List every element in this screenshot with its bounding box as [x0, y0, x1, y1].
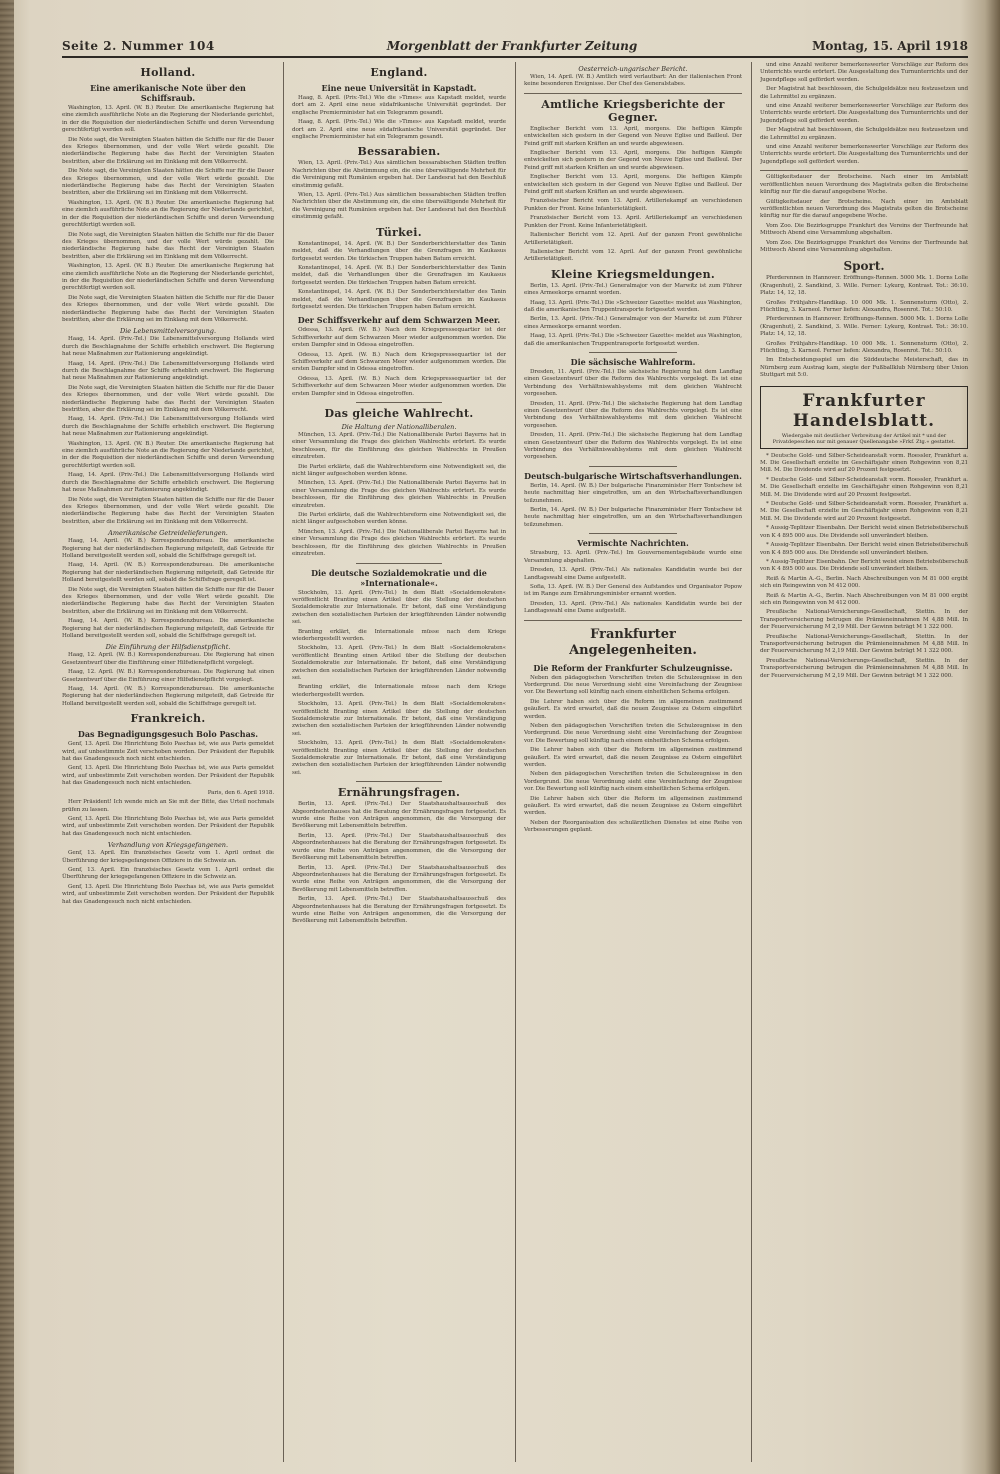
article-paragraph: Branting erklärt, die Internationale müsse nach dem Kriege wiederhergestellt werden.	[292, 628, 506, 642]
separator	[760, 170, 968, 171]
article-paragraph: und eine Anzahl weiterer bemerkenswerter Vorschläge zur Reform des Unterrichts wurde erörtert. Die Ausgestaltung des Turnunterrichts und der Jugendpflege soll gefördert werden.	[760, 103, 968, 124]
article-paragraph: Haag, 8. April. (Priv.-Tel.) Wie die »Times« aus Kapstadt meldet, wurde dort am 2. April eine neue südafrikanische Universität gegründet. Der englische Premierminister hat ein Telegramm gesandt.	[292, 95, 506, 116]
separator	[524, 620, 742, 621]
article-paragraph: Berlin, 13. April. (Priv.-Tel.) Der Staatshaushaltsausschuß des Abgeordnetenhauses hat die Beratung der Ernährungsfragen fortgesetzt. Es wurde eine Reihe von Anträgen angenommen, die die Versorgung der Bevölkerung mit Lebensmitteln betreffen.	[292, 896, 506, 925]
article-paragraph: Italienischer Bericht vom 12. April. Auf der ganzen Front gewöhnliche Artillerietätigkeit.	[524, 232, 742, 246]
section-heading-england: England.	[370, 66, 428, 79]
article-heading: Die sächsische Wahlreform.	[570, 356, 696, 367]
article-paragraph: Die Lehrer haben sich über die Reform im allgemeinen zustimmend geäußert. Es wird erwartet, daß die neuen Zeugnisse zu Ostern eingeführt werden.	[524, 747, 742, 768]
article-paragraph: Neben den pädagogischen Vorschriften treten die Schulzeugnisse in den Vordergrund. Die neue Verordnung sieht eine Vereinfachung der Zeugnisse vor. Die Bewertung soll künftig nach einem einheitlichen Schema erfolgen.	[524, 722, 742, 744]
article-paragraph: Haag, 14. April. (W. B.) Korrespondenzbureau. Die amerikanische Regierung hat der niederländischen Regierung mitgeteilt, daß Getreide für Holland bereitgestellt werden soll, sobald die Schiffsfrage geregelt ist.	[62, 538, 274, 559]
article-paragraph: Die Note sagt, die Vereinigten Staaten hätten die Schiffe nur für die Dauer des Krieges übernommen, und der volle Wert würde gezahlt. Die niederländische Regierung habe das Recht der Vereinigten Staaten bestritten, aber die Erklärung sei im Einklang mit dem Völkerrecht.	[62, 136, 274, 165]
article-paragraph: München, 13. April. (Priv.-Tel.) Die Nationalliberale Partei Bayerns hat in einer Versammlung die Frage des gleichen Wahlrechts erörtert. Es wurde beschlossen, für die Einführung des gleichen Wahlrechts in Preußen einzutreten.	[292, 480, 506, 509]
section-heading-amtliche-kriegsberichte: Amtliche Kriegsberichte der Gegner.	[541, 97, 725, 124]
article-paragraph: Französischer Bericht vom 13. April. Artilleriekampf an verschiedenen Punkten der Front. Keine Infanterietätigkeit.	[524, 198, 742, 212]
article-paragraph: Odessa, 13. April. (W. B.) Nach dem Kriegspressequartier ist der Schiffsverkehr auf dem Schwarzen Meer wieder aufgenommen worden. Die ersten Dampfer sind in Odessa eingetroffen.	[292, 375, 506, 397]
book-binding-edge	[0, 0, 14, 1474]
article-paragraph: * Deutsche Gold- und Silber-Scheideanstalt vorm. Roessler, Frankfurt a. M. Die Gesellschaft erzielte im Geschäftsjahr einen Rohgewinn von 8,21 Mill. M. Die Dividende wird auf 20 Prozent festgesetzt.	[760, 501, 968, 522]
article-paragraph: Die Note sagt, die Vereinigten Staaten hätten die Schiffe nur für die Dauer des Krieges übernommen, und der volle Wert würde gezahlt. Die niederländische Regierung habe das Recht der Vereinigten Staaten bestritten, aber die Erklärung sei im Einklang mit dem Völkerrecht.	[62, 384, 274, 414]
article-heading: Vermischte Nachrichten.	[577, 538, 689, 549]
article-paragraph: * Aussig-Teplitzer Eisenbahn. Der Bericht weist einen Betriebsüberschuß von K 4 895 000 aus. Die Dividende soll unverändert bleiben.	[760, 558, 968, 573]
article-paragraph: Genf, 13. April. Die Hinrichtung Bolo Paschas ist, wie aus Paris gemeldet wird, auf unbestimmte Zeit verschoben worden. Der Präsident der Republik hat das Gnadengesuch noch nicht entschieden.	[62, 815, 274, 837]
article-paragraph: Im Entscheidungsspiel um die Süddeutsche Meisterschaft, das in Nürnberg zum Austrag kam, siegte der Fußballklub Nürnberg über Union Stuttgart mit 5:0.	[760, 357, 968, 379]
article-paragraph: Die Lehrer haben sich über die Reform im allgemeinen zustimmend geäußert. Es wird erwartet, daß die neuen Zeugnisse zu Ostern eingeführt werden.	[524, 698, 742, 720]
page-number: Seite 2. Nummer 104	[62, 39, 215, 53]
separator	[356, 781, 442, 782]
article-paragraph: Stockholm, 13. April. (Priv.-Tel.) In dem Blatt »Socialdemokraten« veröffentlicht Branting einen Artikel über die Stellung der deutschen Sozialdemokratie zur Internationale. Er betont, daß eine Verständigung zwischen den sozialistischen Parteien der kriegführenden Länder notwendig sei.	[292, 645, 506, 681]
column-rule	[751, 62, 752, 1462]
article-paragraph: und eine Anzahl weiterer bemerkenswerter Vorschläge zur Reform des Unterrichts wurde erörtert. Die Ausgestaltung des Turnunterrichts und der Jugendpflege soll gefördert werden.	[760, 62, 968, 83]
article-paragraph: Preußische National-Versicherungs-Gesellschaft, Stettin. In der Transportversicherung betrugen die Prämieneinnahmen M 4,88 Mill. In der Feuerversicherung M 2,19 Mill. Der Gewinn beträgt M 1 322 000.	[760, 657, 968, 679]
article-paragraph: Haag, 14. April. (W. B.) Korrespondenzbureau. Die amerikanische Regierung hat der niederländischen Regierung mitgeteilt, daß Getreide für Holland bereitgestellt werden soll, sobald die Schiffsfrage geregelt ist.	[62, 618, 274, 639]
article-paragraph: Strasburg, 13. April. (Priv.-Tel.) Im Gouvernementsgebäude wurde eine Versammlung abgehalten.	[524, 550, 742, 564]
article-paragraph: Englischer Bericht vom 13. April, morgens. Die heftigen Kämpfe entwickelten sich gestern in der Gegend von Neuve Eglise und Bailleul. Der Feind griff mit starken Kräften an und wurde abgewiesen.	[524, 150, 742, 171]
article-paragraph: Französischer Bericht vom 13. April. Artilleriekampf an verschiedenen Punkten der Front. Keine Infanterietätigkeit.	[524, 215, 742, 229]
article-heading: Die Reform der Frankfurter Schulzeugnisse.	[533, 662, 733, 673]
article-paragraph: Neben den pädagogischen Vorschriften treten die Schulzeugnisse in den Vordergrund. Die neue Verordnung sieht eine Vereinfachung der Zeugnisse vor. Die Bewertung soll künftig nach einem einheitlichen Schema erfolgen.	[524, 674, 742, 696]
article-paragraph: Großes Frühjahrs-Handikap. 10 000 Mk. 1. Sonnensturm (Otto), 2. Flüchtling, 3. Karneol. Ferner liefen: Alexandra, Rosenrot. Tot.: 50:10.	[760, 299, 968, 313]
article-paragraph: Dresden, 11. April. (Priv.-Tel.) Die sächsische Regierung hat dem Landtag einen Gesetzentwurf über die Reform des Wahlrechts vorgelegt. Es ist eine Verbindung des Verhältniswahlsystems mit dem gleichen Wahlrecht vorgesehen.	[524, 368, 742, 398]
article-paragraph: Herr Präsident! Ich wende mich an Sie mit der Bitte, das Urteil nochmals prüfen zu lassen.	[62, 799, 274, 813]
section-heading-ernaehrung: Ernährungsfragen.	[337, 786, 461, 800]
article-paragraph: Die Note sagt, die Vereinigten Staaten hätten die Schiffe nur für die Dauer des Krieges übernommen, und der volle Wert würde gezahlt. Die niederländische Regierung habe das Recht der Vereinigten Staaten bestritten, aber die Erklärung sei im Einklang mit dem Völkerrecht.	[62, 586, 274, 615]
article-dateline: Paris, den 6. April 1918.	[207, 789, 274, 796]
article-paragraph: Genf, 13. April. Die Hinrichtung Bolo Paschas ist, wie aus Paris gemeldet wird, auf unbestimmte Zeit verschoben worden. Der Präsident der Republik hat das Gnadengesuch noch nicht entschieden.	[62, 883, 274, 905]
section-heading-holland: Holland.	[140, 66, 196, 79]
article-paragraph: Dresden, 13. April. (Priv.-Tel.) Als nationales Kandidatin wurde bei der Landtagswahl eine Dame aufgestellt.	[524, 600, 742, 615]
article-paragraph: Gültigkeitsdauer der Brotscheine. Nach einer im Amtsblatt veröffentlichten neuen Verordnung des Magistrats gelten die Brotscheine künftig nur für die darauf angegebene Woche.	[760, 174, 968, 196]
column-1	[62, 62, 274, 1462]
article-paragraph: Odessa, 13. April. (W. B.) Nach dem Kriegspressequartier ist der Schiffsverkehr auf dem Schwarzen Meer wieder aufgenommen worden. Die ersten Dampfer sind in Odessa eingetroffen.	[292, 327, 506, 349]
section-heading-sport: Sport.	[843, 259, 885, 274]
article-paragraph: Washington, 13. April. (W. B.) Reuter. Die amerikanische Regierung hat eine ziemlich ausführliche Note an die Regierung der Niederlande gerichtet, in der die Requisition der niederländischen Schiffe und deren Verwendung gerechtfertigt werden soll.	[62, 440, 274, 469]
article-paragraph: * Aussig-Teplitzer Eisenbahn. Der Bericht weist einen Betriebsüberschuß von K 4 895 000 aus. Die Dividende soll unverändert bleiben.	[760, 525, 968, 539]
article-paragraph: Die Note sagt, die Vereinigten Staaten hätten die Schiffe nur für die Dauer des Krieges übernommen, und der volle Wert würde gezahlt. Die niederländische Regierung habe das Recht der Vereinigten Staaten bestritten, aber die Erklärung sei im Einklang mit dem Völkerrecht.	[62, 231, 274, 260]
article-paragraph: München, 13. April. (Priv.-Tel.) Die Nationalliberale Partei Bayerns hat in einer Versammlung die Frage des gleichen Wahlrechts erörtert. Es wurde beschlossen, für die Einführung des gleichen Wahlrechts in Preußen einzutreten.	[292, 432, 506, 461]
article-paragraph: Sofia, 13. April. (W. B.) Der General des Aufstandes und Organisator Popow ist im Range zum Ernährungsminister ernannt worden.	[524, 583, 742, 598]
handelsblatt-title: Frankfurter Handelsblatt.	[792, 390, 936, 431]
article-heading: Deutsch-bulgarische Wirtschaftsverhandlungen.	[524, 470, 742, 481]
subheading: Verhandlung von Kriegsgefangenen.	[107, 841, 229, 850]
article-paragraph: Haag, 13. April. (Priv.-Tel.) Die »Schweizer Gazette« meldet aus Washington, daß die amerikanischen Truppentransporte fortgesetzt werden.	[524, 333, 742, 347]
article-paragraph: Branting erklärt, die Internationale müsse nach dem Kriege wiederhergestellt werden.	[292, 684, 506, 698]
article-paragraph: Englischer Bericht vom 13. April, morgens. Die heftigen Kämpfe entwickelten sich gestern in der Gegend von Neuve Eglise und Bailleul. Der Feind griff mit starken Kräften an und wurde abgewiesen.	[524, 174, 742, 196]
section-heading-bessarabien: Bessarabien.	[357, 145, 441, 159]
separator	[589, 352, 676, 353]
article-paragraph: Berlin, 14. April. (W. B.) Der bulgarische Finanzminister Herr Tontschew ist heute nachmittag hier eingetroffen, um an den Wirtschaftsverhandlungen teilzunehmen.	[524, 482, 742, 504]
article-paragraph: Stockholm, 13. April. (Priv.-Tel.) In dem Blatt »Socialdemokraten« veröffentlicht Branting einen Artikel über die Stellung der deutschen Sozialdemokratie zur Internationale. Er betont, daß eine Verständigung zwischen den sozialistischen Parteien der kriegführenden Länder notwendig sei.	[292, 589, 506, 626]
article-paragraph: Pferderennen in Hannover. Eröffnungs-Rennen. 5000 Mk. 1. Dorns Lolle (Kragenhut), 2. Sandkind, 3. Wille. Ferner: Lykurg, Kontrast. Tot.: 36:10. Platz: 14, 12, 18.	[760, 316, 968, 338]
subheading: Die Haltung der Nationalliberalen.	[341, 423, 457, 431]
article-paragraph: Berlin, 13. April. (Priv.-Tel.) Der Staatshaushaltsausschuß des Abgeordnetenhauses hat die Beratung der Ernährungsfragen fortgesetzt. Es wurde eine Reihe von Anträgen angenommen, die die Versorgung der Bevölkerung mit Lebensmitteln betreffen.	[292, 864, 506, 893]
subheading: Die Lebensmittelversorgung.	[119, 327, 217, 336]
article-paragraph: Reiß & Martin A.-G., Berlin. Nach Abschreibungen von M 81 000 ergibt sich ein Reingewinn von M 412 000.	[760, 575, 968, 590]
section-heading-kleine-kriegsmeldungen: Kleine Kriegsmeldungen.	[550, 267, 716, 281]
handelsblatt-subtitle: Wiedergabe mit deutlicher Verbreitung der Artikel mit * und der Privatdepeschen nur mit genauer Quellenangabe »Frkf. Ztg.« gestattet.	[772, 432, 956, 446]
article-paragraph: Die Lehrer haben sich über die Reform im allgemeinen zustimmend geäußert. Es wird erwartet, daß die neuen Zeugnisse zu Ostern eingeführt werden.	[524, 795, 742, 817]
article-paragraph: Haag, 14. April. (W. B.) Korrespondenzbureau. Die amerikanische Regierung hat der niederländischen Regierung mitgeteilt, daß Getreide für Holland bereitgestellt werden soll, sobald die Schiffsfrage geregelt ist.	[62, 562, 274, 584]
article-paragraph: Konstantinopel, 14. April. (W. B.) Der Sonderberichterstatter des Tanin meldet, daß die Verhandlungen über die Grenzfragen im Kaukasus fortgesetzt werden. Die türkischen Truppen haben Batum erreicht.	[292, 264, 506, 286]
article-paragraph: Dresden, 11. April. (Priv.-Tel.) Die sächsische Regierung hat dem Landtag einen Gesetzentwurf über die Reform des Wahlrechts vorgelegt. Es ist eine Verbindung des Verhältniswahlsystems mit dem gleichen Wahlrecht vorgesehen.	[524, 432, 742, 461]
article-heading: Das Begnadigungsgesuch Bolo Paschas.	[77, 729, 259, 740]
article-paragraph: Berlin, 14. April. (W. B.) Der bulgarische Finanzminister Herr Tontschew ist heute nachmittag hier eingetroffen, um an den Wirtschaftsverhandlungen teilzunehmen.	[524, 507, 742, 528]
article-paragraph: Haag, 13. April. (Priv.-Tel.) Die »Schweizer Gazette« meldet aus Washington, daß die amerikanischen Truppentransporte fortgesetzt werden.	[524, 299, 742, 313]
article-paragraph: Die Partei erklärte, daß die Wahlrechtsreform eine Notwendigkeit sei, die nicht länger aufgeschoben werden könne.	[292, 512, 506, 526]
article-paragraph: Haag, 14. April. (W. B.) Korrespondenzbureau. Die amerikanische Regierung hat der niederländischen Regierung mitgeteilt, daß Getreide für Holland bereitgestellt werden soll, sobald die Schiffsfrage geregelt ist.	[62, 686, 274, 707]
section-heading-frankfurter-angelegenheiten: Frankfurter Angelegenheiten.	[569, 626, 697, 658]
column-rule	[515, 62, 516, 1462]
article-paragraph: Berlin, 13. April. (Priv.-Tel.) Generalmajor von der Marwitz ist zum Führer eines Armeekorps ernannt worden.	[524, 282, 742, 297]
article-paragraph: Die Note sagt, die Vereinigten Staaten hätten die Schiffe nur für die Dauer des Krieges übernommen, und der volle Wert würde gezahlt. Die niederländische Regierung habe das Recht der Vereinigten Staaten bestritten, aber die Erklärung sei im Einklang mit dem Völkerrecht.	[62, 496, 274, 525]
article-paragraph: Wien, 13. April. (Priv.-Tel.) Aus sämtlichen bessarabischen Städten treffen Nachrichten über die Abstimmung ein, die eine überwältigende Mehrheit für die Vereinigung mit Rumänien ergeben hat. Der Landesrat hat den Beschluß einstimmig gefaßt.	[292, 192, 506, 221]
article-paragraph: Großes Frühjahrs-Handikap. 10 000 Mk. 1. Sonnensturm (Otto), 2. Flüchtling, 3. Karneol. Ferner liefen: Alexandra, Rosenrot. Tot.: 50:10.	[760, 340, 968, 354]
article-paragraph: Gültigkeitsdauer der Brotscheine. Nach einer im Amtsblatt veröffentlichten neuen Verordnung des Magistrats gelten die Brotscheine künftig nur für die darauf angegebene Woche.	[760, 198, 968, 220]
article-paragraph: Berlin, 13. April. (Priv.-Tel.) Generalmajor von der Marwitz ist zum Führer eines Armeekorps ernannt worden.	[524, 316, 742, 330]
separator	[356, 563, 442, 564]
article-paragraph: Der Magistrat hat beschlossen, die Schulgeldsätze neu festzusetzen und die Lehrmittel zu ergänzen.	[760, 86, 968, 100]
article-paragraph: Wien, 13. April. (Priv.-Tel.) Aus sämtlichen bessarabischen Städten treffen Nachrichten über die Abstimmung ein, die eine überwältigende Mehrheit für die Vereinigung mit Rumänien ergeben hat. Der Landesrat hat den Beschluß einstimmig gefaßt.	[292, 160, 506, 189]
article-heading: Eine amerikanische Note über den Schiffsraub.	[90, 83, 246, 103]
column-2	[292, 62, 506, 1462]
section-heading-tuerkei: Türkei.	[376, 225, 422, 239]
article-paragraph: Die Note sagt, die Vereinigten Staaten hätten die Schiffe nur für die Dauer des Krieges übernommen, und der volle Wert würde gezahlt. Die niederländische Regierung habe das Recht der Vereinigten Staaten bestritten, aber die Erklärung sei im Einklang mit dem Völkerrecht.	[62, 168, 274, 197]
column-4	[760, 62, 968, 1462]
separator	[589, 466, 676, 467]
article-paragraph: Der Magistrat hat beschlossen, die Schulgeldsätze neu festzusetzen und die Lehrmittel zu ergänzen.	[760, 127, 968, 141]
article-paragraph: Haag, 14. April. (Priv.-Tel.) Die Lebensmittelversorgung Hollands wird durch die Beschlagnahme der Schiffe erheblich erschwert. Die Regierung hat neue Maßnahmen zur Rationierung angekündigt.	[62, 416, 274, 438]
article-paragraph: Preußische National-Versicherungs-Gesellschaft, Stettin. In der Transportversicherung betrugen die Prämieneinnahmen M 4,88 Mill. In der Feuerversicherung M 2,19 Mill. Der Gewinn beträgt M 1 322 000.	[760, 609, 968, 631]
article-paragraph: Washington, 13. April. (W. B.) Reuter. Die amerikanische Regierung hat eine ziemlich ausführliche Note an die Regierung der Niederlande gerichtet, in der die Requisition der niederländischen Schiffe und deren Verwendung gerechtfertigt werden soll.	[62, 199, 274, 229]
article-paragraph: Haag, 12. April. (W. B.) Korrespondenzbureau. Die Regierung hat einen Gesetzentwurf über die Einführung einer Hilfsdienstpflicht vorgelegt.	[62, 652, 274, 666]
article-paragraph: Genf, 13. April. Die Hinrichtung Bolo Paschas ist, wie aus Paris gemeldet wird, auf unbestimmte Zeit verschoben worden. Der Präsident der Republik hat das Gnadengesuch noch nicht entschieden.	[62, 741, 274, 763]
article-paragraph: Dresden, 11. April. (Priv.-Tel.) Die sächsische Regierung hat dem Landtag einen Gesetzentwurf über die Reform des Wahlrechts vorgelegt. Es ist eine Verbindung des Verhältniswahlsystems mit dem gleichen Wahlrecht vorgesehen.	[524, 400, 742, 429]
handelsblatt-header	[760, 386, 968, 449]
article-paragraph: Die Partei erklärte, daß die Wahlrechtsreform eine Notwendigkeit sei, die nicht länger aufgeschoben werden könne.	[292, 463, 506, 478]
article-paragraph: Die Note sagt, die Vereinigten Staaten hätten die Schiffe nur für die Dauer des Krieges übernommen, und der volle Wert würde gezahlt. Die niederländische Regierung habe das Recht der Vereinigten Staaten bestritten, aber die Erklärung sei im Einklang mit dem Völkerrecht.	[62, 294, 274, 323]
separator	[589, 533, 676, 534]
article-paragraph: Haag, 8. April. (Priv.-Tel.) Wie die »Times« aus Kapstadt meldet, wurde dort am 2. April eine neue südafrikanische Universität gegründet. Der englische Premierminister hat ein Telegramm gesandt.	[292, 119, 506, 141]
article-paragraph: Neben den pädagogischen Vorschriften treten die Schulzeugnisse in den Vordergrund. Die neue Verordnung sieht eine Vereinfachung der Zeugnisse vor. Die Bewertung soll künftig nach einem einheitlichen Schema erfolgen.	[524, 771, 742, 793]
article-paragraph: Dresden, 13. April. (Priv.-Tel.) Als nationales Kandidatin wurde bei der Landtagswahl eine Dame aufgestellt.	[524, 567, 742, 581]
article-paragraph: Haag, 14. April. (Priv.-Tel.) Die Lebensmittelversorgung Hollands wird durch die Beschlagnahme der Schiffe erheblich erschwert. Die Regierung hat neue Maßnahmen zur Rationierung angekündigt.	[62, 472, 274, 494]
article-paragraph: Stockholm, 13. April. (Priv.-Tel.) In dem Blatt »Socialdemokraten« veröffentlicht Branting einen Artikel über die Stellung der deutschen Sozialdemokratie zur Internationale. Er betont, daß eine Verständigung zwischen den sozialistischen Parteien der kriegführenden Länder notwendig sei.	[292, 740, 506, 776]
article-paragraph: Berlin, 13. April. (Priv.-Tel.) Der Staatshaushaltsausschuß des Abgeordnetenhauses hat die Beratung der Ernährungsfragen fortgesetzt. Es wurde eine Reihe von Anträgen angenommen, die die Versorgung der Bevölkerung mit Lebensmitteln betreffen.	[292, 801, 506, 830]
article-paragraph: Haag, 14. April. (Priv.-Tel.) Die Lebensmittelversorgung Hollands wird durch die Beschlagnahme der Schiffe erheblich erschwert. Die Regierung hat neue Maßnahmen zur Rationierung angekündigt.	[62, 336, 274, 358]
article-paragraph: Konstantinopel, 14. April. (W. B.) Der Sonderberichterstatter des Tanin meldet, daß die Verhandlungen über die Grenzfragen im Kaukasus fortgesetzt werden. Die türkischen Truppen haben Batum erreicht.	[292, 240, 506, 262]
article-paragraph: Wien, 14. April. (W. B.) Amtlich wird verlautbart: An der italienischen Front keine besonderen Ereignisse. Der Chef des Generalstabes.	[524, 74, 742, 88]
separator	[524, 93, 742, 94]
article-paragraph: Italienischer Bericht vom 12. April. Auf der ganzen Front gewöhnliche Artillerietätigkeit.	[524, 248, 742, 263]
article-paragraph: Reiß & Martin A.-G., Berlin. Nach Abschreibungen von M 81 000 ergibt sich ein Reingewinn von M 412 000.	[760, 592, 968, 606]
section-heading-wahlrecht: Das gleiche Wahlrecht.	[324, 407, 474, 420]
subheading: Amerikanische Getreidelieferungen.	[108, 529, 228, 538]
article-paragraph: Stockholm, 13. April. (Priv.-Tel.) In dem Blatt »Socialdemokraten« veröffentlicht Branting einen Artikel über die Stellung der deutschen Sozialdemokratie zur Internationale. Er betont, daß eine Verständigung zwischen den sozialistischen Parteien der kriegführenden Länder notwendig sei.	[292, 701, 506, 737]
article-paragraph: Englischer Bericht vom 13. April, morgens. Die heftigen Kämpfe entwickelten sich gestern in der Gegend von Neuve Eglise und Bailleul. Der Feind griff mit starken Kräften an und wurde abgewiesen.	[524, 125, 742, 147]
article-paragraph: und eine Anzahl weiterer bemerkenswerter Vorschläge zur Reform des Unterrichts wurde erörtert. Die Ausgestaltung des Turnunterrichts und der Jugendpflege soll gefördert werden.	[760, 144, 968, 165]
article-paragraph: Washington, 13. April. (W. B.) Reuter. Die amerikanische Regierung hat eine ziemlich ausführliche Note an die Regierung der Niederlande gerichtet, in der die Requisition der niederländischen Schiffe und deren Verwendung gerechtfertigt werden soll.	[62, 105, 274, 134]
article-paragraph: Neben der Reorganisation des schulärztlichen Dienstes ist eine Reihe von Verbesserungen geplant.	[524, 819, 742, 834]
separator	[356, 402, 442, 403]
article-heading: Eine neue Universität in Kapstadt.	[321, 83, 477, 93]
article-heading: Die deutsche Sozialdemokratie und die »Internationale«.	[311, 567, 487, 588]
column-rule	[283, 62, 284, 1462]
article-paragraph: Genf, 13. April. Ein französisches Gesetz vom 1. April ordnet die Überführung der kriegsgefangenen Offiziere in die Schweiz an.	[62, 866, 274, 881]
newspaper-page	[62, 36, 968, 1464]
article-paragraph: * Deutsche Gold- und Silber-Scheideanstalt vorm. Roessler, Frankfurt a. M. Die Gesellschaft erzielte im Geschäftsjahr einen Rohgewinn von 8,21 Mill. M. Die Dividende wird auf 20 Prozent festgesetzt.	[760, 452, 968, 474]
article-paragraph: Vom Zoo. Die Bezirksgruppe Frankfurt des Vereins der Tierfreunde hat Mittwoch Abend eine Versammlung abgehalten.	[760, 239, 968, 253]
article-paragraph: Washington, 13. April. (W. B.) Reuter. Die amerikanische Regierung hat eine ziemlich ausführliche Note an die Regierung der Niederlande gerichtet, in der die Requisition der niederländischen Schiffe und deren Verwendung gerechtfertigt werden soll.	[62, 263, 274, 292]
section-heading-frankreich: Frankreich.	[130, 712, 206, 726]
article-paragraph: Preußische National-Versicherungs-Gesellschaft, Stettin. In der Transportversicherung betrugen die Prämieneinnahmen M 4,88 Mill. In der Feuerversicherung M 2,19 Mill. Der Gewinn beträgt M 1 322 000.	[760, 633, 968, 655]
article-paragraph: Genf, 13. April. Ein französisches Gesetz vom 1. April ordnet die Überführung der kriegsgefangenen Offiziere in die Schweiz an.	[62, 850, 274, 864]
article-heading: Der Schiffsverkehr auf dem Schwarzen Meer.	[297, 315, 501, 326]
article-paragraph: Pferderennen in Hannover. Eröffnungs-Rennen. 5000 Mk. 1. Dorns Lolle (Kragenhut), 2. Sandkind, 3. Wille. Ferner: Lykurg, Kontrast. Tot.: 36:10. Platz: 14, 12, 18.	[760, 275, 968, 297]
newspaper-title: Morgenblatt der Frankfurter Zeitung	[386, 39, 638, 53]
article-paragraph: * Deutsche Gold- und Silber-Scheideanstalt vorm. Roessler, Frankfurt a. M. Die Gesellschaft erzielte im Geschäftsjahr einen Rohgewinn von 8,21 Mill. M. Die Dividende wird auf 20 Prozent festgesetzt.	[760, 476, 968, 498]
subheading: Oesterreich-ungarischer Bericht.	[578, 65, 688, 73]
issue-date: Montag, 15. April 1918	[812, 39, 968, 53]
article-paragraph: * Aussig-Teplitzer Eisenbahn. Der Bericht weist einen Betriebsüberschuß von K 4 895 000 aus. Die Dividende soll unverändert bleiben.	[760, 542, 968, 556]
article-paragraph: Berlin, 13. April. (Priv.-Tel.) Der Staatshaushaltsausschuß des Abgeordnetenhauses hat die Beratung der Ernährungsfragen fortgesetzt. Es wurde eine Reihe von Anträgen angenommen, die die Versorgung der Bevölkerung mit Lebensmitteln betreffen.	[292, 832, 506, 862]
masthead	[62, 36, 968, 58]
article-paragraph: Haag, 14. April. (Priv.-Tel.) Die Lebensmittelversorgung Hollands wird durch die Beschlagnahme der Schiffe erheblich erschwert. Die Regierung hat neue Maßnahmen zur Rationierung angekündigt.	[62, 360, 274, 382]
article-paragraph: Vom Zoo. Die Bezirksgruppe Frankfurt des Vereins der Tierfreunde hat Mittwoch Abend eine Versammlung abgehalten.	[760, 222, 968, 237]
article-paragraph: Konstantinopel, 14. April. (W. B.) Der Sonderberichterstatter des Tanin meldet, daß die Verhandlungen über die Grenzfragen im Kaukasus fortgesetzt werden. Die türkischen Truppen haben Batum erreicht.	[292, 289, 506, 310]
article-paragraph: München, 13. April. (Priv.-Tel.) Die Nationalliberale Partei Bayerns hat in einer Versammlung die Frage des gleichen Wahlrechts erörtert. Es wurde beschlossen, für die Einführung des gleichen Wahlrechts in Preußen einzutreten.	[292, 528, 506, 558]
article-paragraph: Genf, 13. April. Die Hinrichtung Bolo Paschas ist, wie aus Paris gemeldet wird, auf unbestimmte Zeit verschoben worden. Der Präsident der Republik hat das Gnadengesuch noch nicht entschieden.	[62, 765, 274, 787]
column-3	[524, 62, 742, 1462]
article-paragraph: Odessa, 13. April. (W. B.) Nach dem Kriegspressequartier ist der Schiffsverkehr auf dem Schwarzen Meer wieder aufgenommen worden. Die ersten Dampfer sind in Odessa eingetroffen.	[292, 351, 506, 373]
article-paragraph: Haag, 12. April. (W. B.) Korrespondenzbureau. Die Regierung hat einen Gesetzentwurf über die Einführung einer Hilfsdienstpflicht vorgelegt.	[62, 669, 274, 683]
subheading: Die Einführung der Hilfsdienstpflicht.	[105, 643, 231, 652]
